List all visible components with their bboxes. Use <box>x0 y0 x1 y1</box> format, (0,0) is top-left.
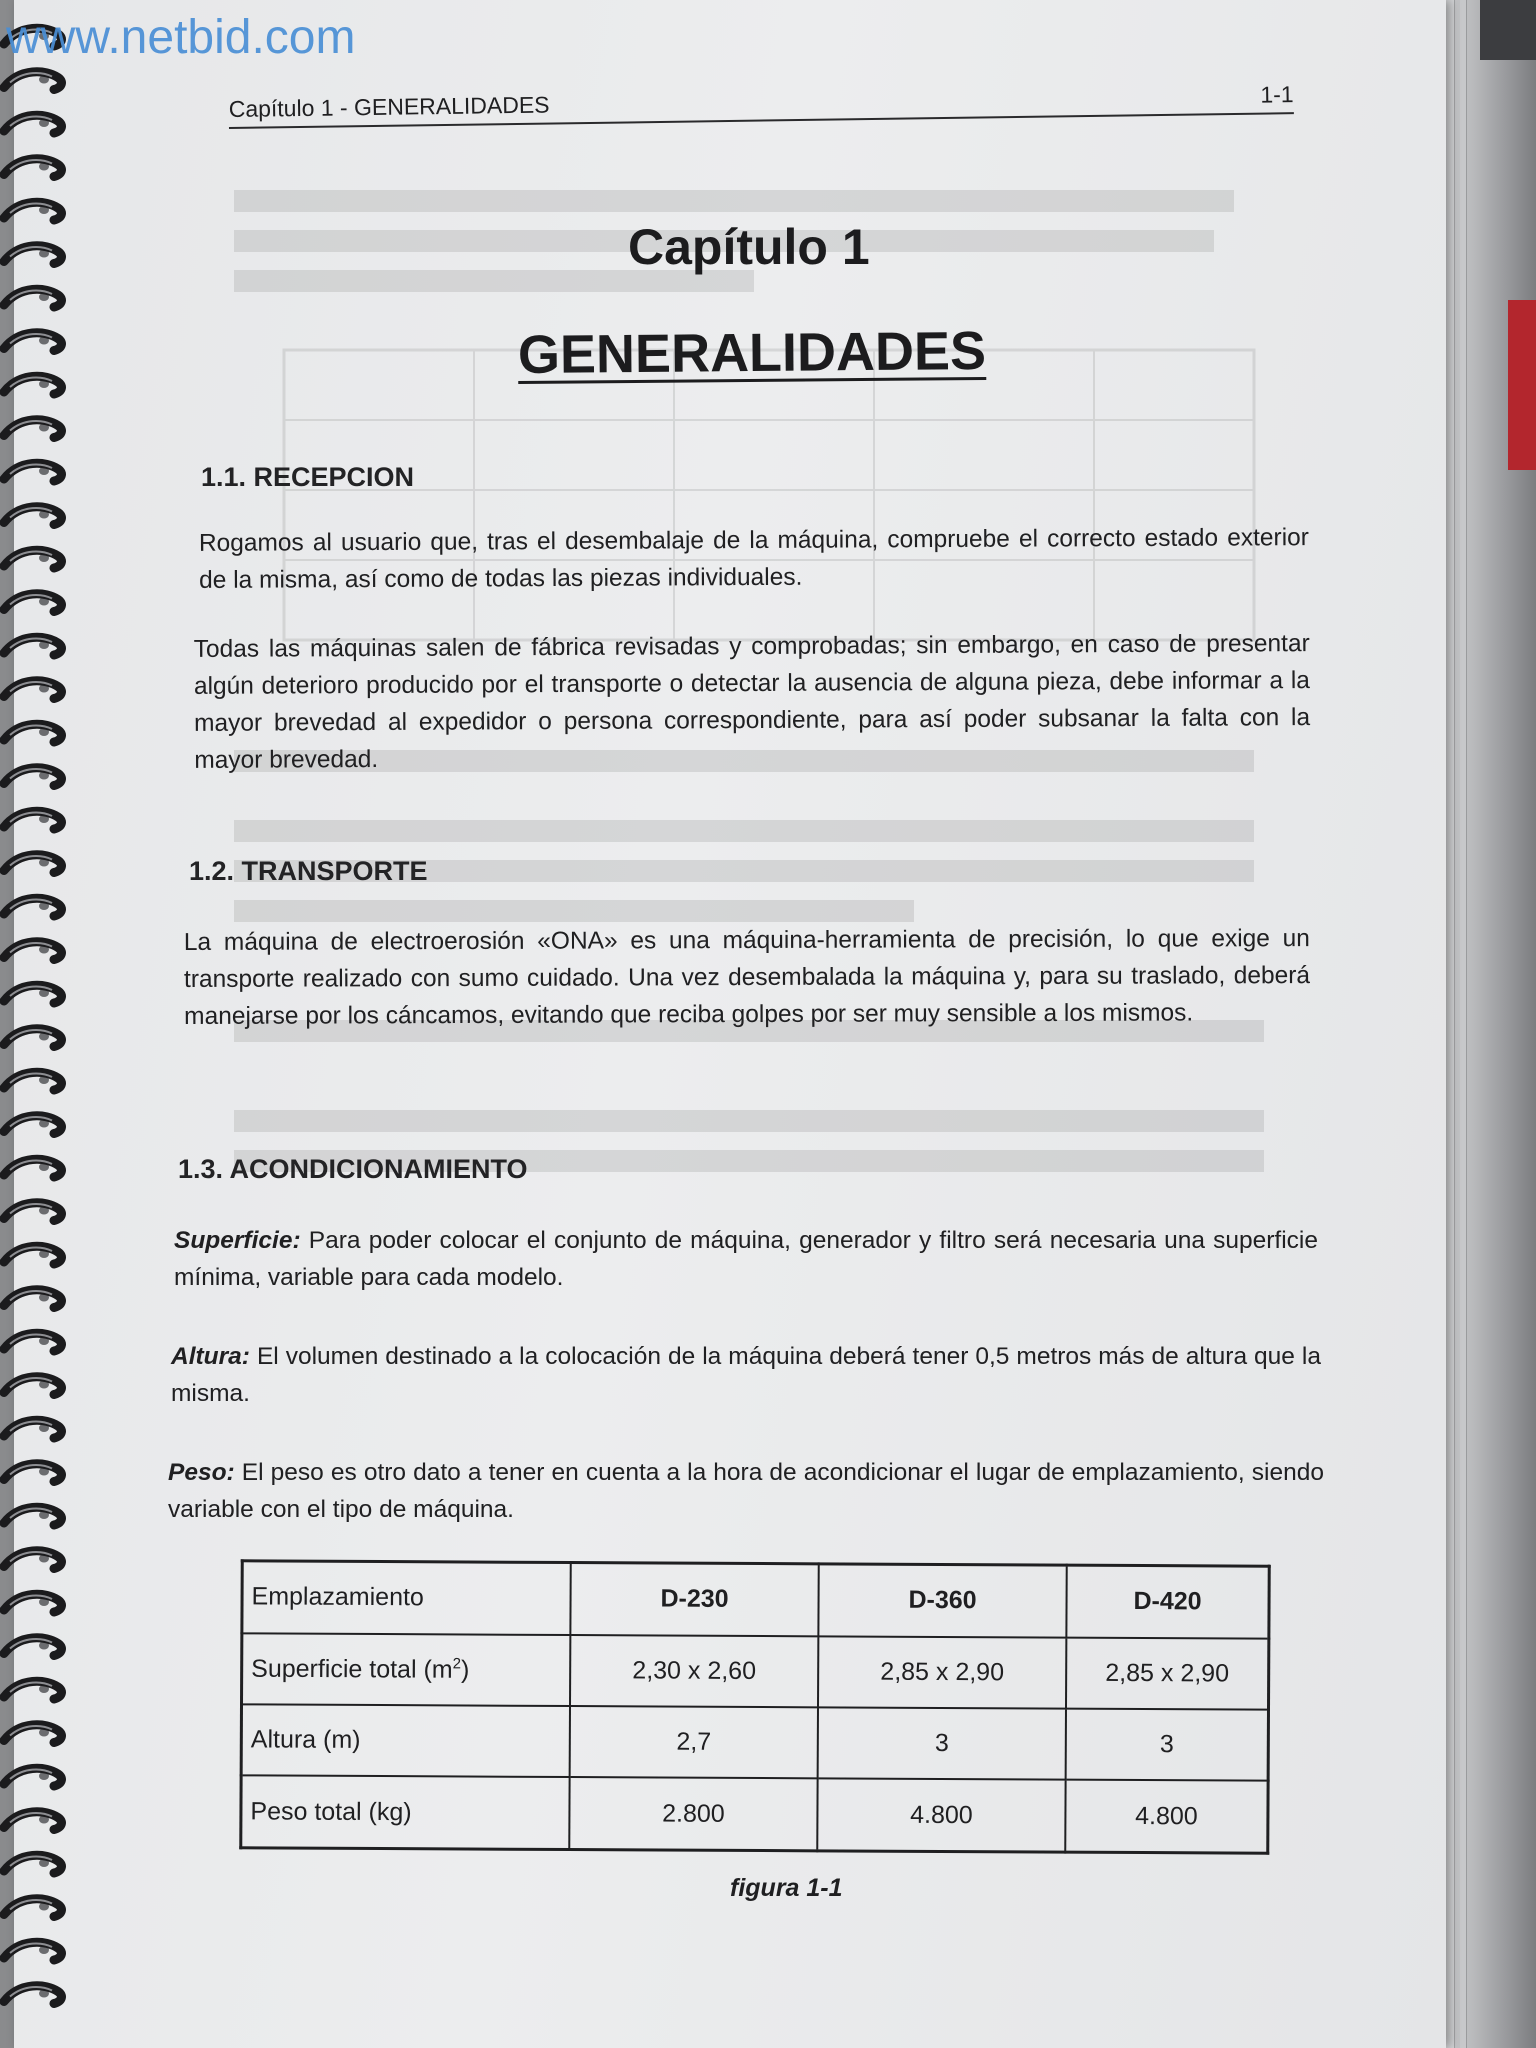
text-altura: El volumen destinado a la colocación de la máquina deberá tener 0,5 metros más de altura que la misma. <box>171 1343 1321 1407</box>
table-cell: 3 <box>818 1707 1066 1780</box>
table-cell: 2.800 <box>569 1777 817 1850</box>
table-cell: 3 <box>1066 1709 1269 1782</box>
label-altura: Altura: <box>171 1343 250 1370</box>
manual-page <box>14 0 1446 2048</box>
table-cell: 4.800 <box>817 1779 1065 1852</box>
specifications-table <box>239 1559 1271 1854</box>
background-object <box>1480 0 1536 60</box>
table-row <box>241 1776 1268 1853</box>
table-cell: 2,7 <box>570 1706 818 1779</box>
chapter-title: GENERALIDADES <box>517 320 987 386</box>
running-title: Capítulo 1 - GENERALIDADES <box>228 91 550 123</box>
table-header-cell: D-230 <box>570 1563 818 1636</box>
paragraph-peso <box>168 1454 1324 1528</box>
table-cell: 2,30 x 2,60 <box>570 1635 818 1708</box>
table-header-row <box>242 1561 1269 1638</box>
section-heading-transporte: 1.2. TRANSPORTE <box>189 856 428 886</box>
table-row <box>242 1633 1269 1710</box>
paragraph-recepcion-2: Todas las máquinas salen de fábrica revisadas y comprobadas; sin embargo, en caso de presentar algún deterioro producido por el transporte o detectar la ausencia de alguna pieza, debe informar a la mayor brevedad al expedidor o persona correspondiente, para así poder subsanar la falta con la mayor brevedad. <box>193 630 1311 774</box>
table-row-label: Superficie total $(m^2)$ <box>242 1633 571 1706</box>
table-row <box>241 1704 1268 1781</box>
section-heading-recepcion: 1.1. RECEPCION <box>201 462 415 492</box>
paragraph-superficie <box>174 1222 1318 1296</box>
label-superficie: Superficie: <box>174 1227 301 1254</box>
section-heading-acondicionamiento: 1.3. ACONDICIONAMIENTO <box>178 1154 528 1184</box>
red-tab-divider <box>1508 300 1536 470</box>
paragraph-altura <box>171 1338 1321 1412</box>
watermark: www.netbid.com <box>6 11 356 64</box>
spiral-binding <box>0 0 80 2048</box>
table-cell: 4.800 <box>1065 1780 1268 1853</box>
table-header-cell: D-420 <box>1066 1565 1269 1638</box>
figure-caption: figura 1-1 <box>730 1874 843 1902</box>
running-header <box>229 81 1294 129</box>
chapter-number: Capítulo 1 <box>628 219 870 275</box>
paragraph-transporte: La máquina de electroerosión «ONA» es una máquina-herramienta de precisión, lo que exige un transporte realizado con sumo cuidado. Una vez desembalada la máquina y, para su traslado, deberá manejarse por los cáncamos, evitando que reciba golpes por ser muy sensible a los mismos. <box>183 925 1311 1030</box>
text-peso: El peso es otro dato a tener en cuenta a la hora de acondicionar el lugar de emplazamiento, siendo variable con el tipo de máquina. <box>168 1459 1324 1523</box>
table-header-cell: D-360 <box>818 1564 1066 1637</box>
paragraph-recepcion-1: Rogamos al usuario que, tras el desembalaje de la máquina, compruebe el correcto estado exterior de la misma, así como de todas las piezas individuales. <box>198 524 1309 594</box>
table-cell: 2,85 x 2,90 <box>818 1636 1066 1709</box>
page-number: 1-1 <box>1260 81 1294 108</box>
table-header-cell: Emplazamiento <box>242 1561 571 1635</box>
table-row-label: Altura (m) <box>241 1704 570 1777</box>
table-cell: 2,85 x 2,90 <box>1066 1637 1269 1710</box>
label-peso: Peso: <box>168 1459 235 1486</box>
table-row-label: Peso total (kg) <box>241 1776 570 1850</box>
text-superficie: Para poder colocar el conjunto de máquina, generador y filtro será necesaria una superficie mínima, variable para cada modelo. <box>174 1227 1318 1291</box>
